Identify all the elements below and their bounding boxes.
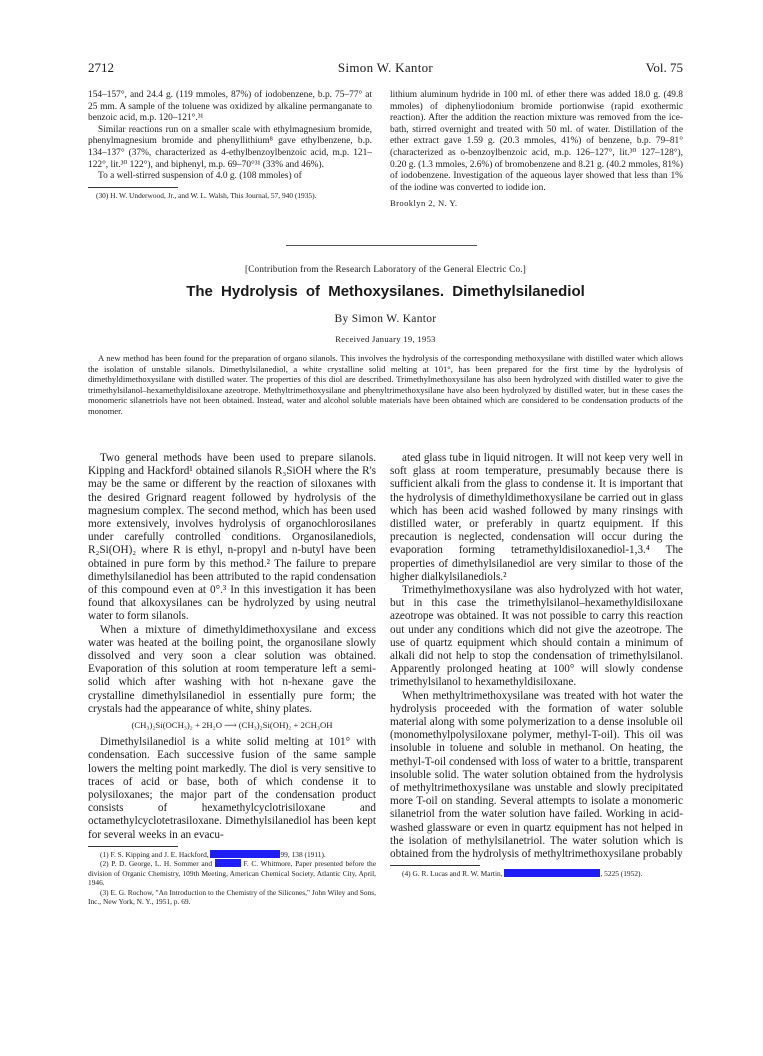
chemical-equation: (CH₃)₂Si(OCH₃)₂ + 2H₂O ⟶ (CH₃)₂Si(OH)₂ + 2CH₃OH <box>131 720 333 731</box>
footnote-30: (30) H. W. Underwood, Jr., and W. L. Walsh, This Journal, 57, 940 (1935). <box>96 190 317 200</box>
prev-footnote <box>88 191 372 200</box>
redaction-box <box>504 869 600 877</box>
running-head <box>88 60 683 78</box>
body-paragraph: When methyltrimethoxysilane was treated with hot water the hydrolysis proceeded with the formation of water soluble material along with some polymerization to a dense insoluble oil (monomethylpolysiloxane polymer, methyl-T-oil). This oil was insoluble in toluene and soluble in methanol. On heating, the methyl-T-oil condensed with loss of water to a brittle, transparent insoluble solid. The water solution obtained from the hydrolysis of methyltrimethoxysilane was unstable and slowly precipitated more T-oil on standing. Several attempts to isolate a monomeric silanetriol from the water solution have failed. Working in acid-washed glassware or even in quartz equipment has not helped in the isolation of methylsilanetriol. The water solution which is obtained from the hydrolysis of methyltrimethoxysilane probably <box>390 689 683 861</box>
redaction-box <box>215 859 241 867</box>
body-paragraph: Two general methods have been used to prepare silanols. Kipping and Hackford¹ obtained silanols R₃SiOH where the R's may be the same or different by the reaction of siloxanes with the desired Grignard reagent followed by hydrolysis of the magnesium complex. The second method, which has been used more extensively, involves hydrolysis of organochlorosilanes under carefully controlled conditions. Organosilanediols, R₂Si(OH)₂ where R is ethyl, n-propyl and n-butyl have been obtained in pure form by this method.² The failure to prepare dimethylsilanediol has been attributed to the rapid condensation of this compound even at 0°.³ In this investigation it has been found that alkoxysilanes can be hydrolyzed by using neutral water to form silanols. <box>88 452 376 623</box>
prev-article-right-column <box>390 90 683 210</box>
footnote-1-tail: 99, 138 (1911). <box>280 849 326 859</box>
page-number: 2712 <box>88 60 114 75</box>
body-paragraph: ated glass tube in liquid nitrogen. It will not keep very well in soft glass at room temperature, presumably because there is sufficient alkali from the glass to condense it. It is important that the hydrolysis of dimethyldimethoxysilane be carried out in glass which has been acid washed followed by many rinsings with distilled water, or preferably in quartz equipment. If this precaution is neglected, condensation will occur during the evaporation forming tetramethyldisiloxanediol-1,3.⁴ The properties of dimethylsilanediol are very similar to those of the higher dialkylsilanediols.² <box>390 452 683 583</box>
body-right-column <box>390 452 683 879</box>
abstract: A new method has been found for the preparation of organo silanols. This involves the hydrolysis of the corresponding methoxysilane with distilled water which allows the isolation of unstable silanols. Dimethylsilanediol, a white crystalline solid melting at 101°, has been prepared for the first time by the hydrolysis of dimethyldimethoxysilane with distilled water. The properties of this diol are described. Trimethylmethoxysilane has also been hydrolyzed with distilled water to give the trimethylsilanol–hexamethyldisiloxane azeotrope. Methyltrimethoxysilane and phenyltrimethoxysilane have also been hydrolyzed by distilled water, but in these cases the monomeric silanetriols have not been obtained. Instead, water and alcohol soluble materials have been obtained which are considered to be condensation products of the monomer. <box>88 353 683 416</box>
footnote-1 <box>88 850 376 859</box>
body-paragraph: When a mixture of dimethyldimethoxysilane and excess water was heated at the boiling point, the organosilane slowly dissolved and very soon a clear solution was obtained. Evaporation of this solution at room temperature left a semi-solid which after washing with hot n-hexane gave the crystalline dimethylsilanediol in essentially pure form; the crystals had the appearance of white, shiny plates. <box>88 623 376 715</box>
footnote-4 <box>390 869 683 878</box>
footnote-4-tail: , 5225 (1952). <box>600 869 643 879</box>
volume-number: Vol. 75 <box>645 60 683 75</box>
article-separator <box>286 245 477 246</box>
footnote-2-text: (2) P. D. George, L. H. Sommer and <box>100 859 213 869</box>
running-head-author: Simon W. Kantor <box>337 60 434 75</box>
received-date: Received January 19, 1953 <box>335 334 436 344</box>
footnote-rule <box>88 187 178 188</box>
footnote-2 <box>88 859 376 887</box>
footnote-4-text: (4) G. R. Lucas and R. W. Martin, <box>402 869 503 879</box>
prev-paragraph: 154–157°, and 24.4 g. (119 mmoles, 87%) of iodobenzene, b.p. 75–77° at 25 mm. A sample of the toluene was oxidized by alkaline permanganate to benzoic acid, m.p. 120–121°.³¹ <box>88 90 372 124</box>
byline: By Simon W. Kantor <box>334 313 437 325</box>
footnote-3: (3) E. G. Rochow, "An Introduction to the Chemistry of the Silicones," John Wiley and Sons, Inc., New York, N. Y., 1951, p. 69. <box>88 887 376 906</box>
body-paragraph: Trimethylmethoxysilane was also hydrolyzed with hot water, but in this case the trimethylsilanol–hexamethyldisiloxane azeotrope was obtained. It was not possible to carry this reaction out under any conditions which did not give the azeotrope. The use of quartz equipment which should contain a minimum of alkali did not help to stop the condensation of trimethylsilanol. Apparently prolonged heating at 100° will slowly condense trimethylsilanol to hexamethyldisiloxane. <box>390 584 683 689</box>
body-footnotes-right <box>390 869 683 878</box>
body-left-column <box>88 452 376 906</box>
prev-paragraph: lithium aluminum hydride in 100 ml. of ether there was added 18.0 g. (49.8 mmoles) of diphenyliodonium bromide portionwise (rapid exothermic reaction). After the addition the reaction mixture was removed from the ice-bath, stirred overnight and treated with 50 ml. of water. Distillation of the ether extract gave 1.59 g. (20.3 mmoles, 41%) of benzene, b.p. 79–81° (characterized as o-benzoylbenzoic acid, m.p. 126–127°, lit.³⁰ 127–128°), 0.20 g. (1.3 mmoles, 2.6%) of bromobenzene and 8.21 g. (40.2 mmoles, 81%) of iodobenzene. Investigation of the aqueous layer showed that less than 1% of the iodine was converted to iodide ion. <box>390 90 683 193</box>
footnote-1-text: (1) F. S. Kipping and J. E. Hackford, <box>100 849 209 859</box>
prev-article-left-column <box>88 90 372 200</box>
prev-paragraph: To a well-stirred suspension of 4.0 g. (108 mmoles) of <box>98 171 302 182</box>
contribution-line: [Contribution from the Research Laboratory of the General Electric Co.] <box>244 264 527 274</box>
prev-paragraph: Similar reactions run on a smaller scale with ethylmagnesium bromide, phenylmagnesium bromide and phenyllithium⁸ gave ethylbenzene, b.p. 134–137° (37%, characterized as 4-ethylbenzoylbenzoic acid, m.p. 121–122°, lit.³⁰ 122°), and biphenyl, m.p. 69–70°³¹ (33% and 46%). <box>88 124 372 170</box>
body-paragraph: Dimethylsilanediol is a white solid melting at 101° with condensation. Each successive fusion of the same sample lowers the melting point markedly. The diol is very sensitive to traces of acid or base, both of which condense it to polysiloxanes; the major part of the condensation product consists of hexamethylcyclotrisiloxane and octamethylcyclotetrasiloxane. Dimethylsilanediol has been kept for several weeks in an evacu- <box>88 736 376 841</box>
author-address: Brooklyn 2, N. Y. <box>390 198 458 209</box>
footnote-2-tail: F. C. Whitmore, Paper presented before the division of Organic Chemistry, 109th Meeting, American Chemical Society, Atlantic City, April, 1946. <box>88 859 376 888</box>
body-footnotes <box>88 850 376 906</box>
redaction-box <box>210 850 280 858</box>
footnote-rule <box>88 846 178 847</box>
article-title: The Hydrolysis of Methoxysilanes. Dimethylsilanediol <box>186 283 585 300</box>
footnote-rule <box>390 865 480 866</box>
